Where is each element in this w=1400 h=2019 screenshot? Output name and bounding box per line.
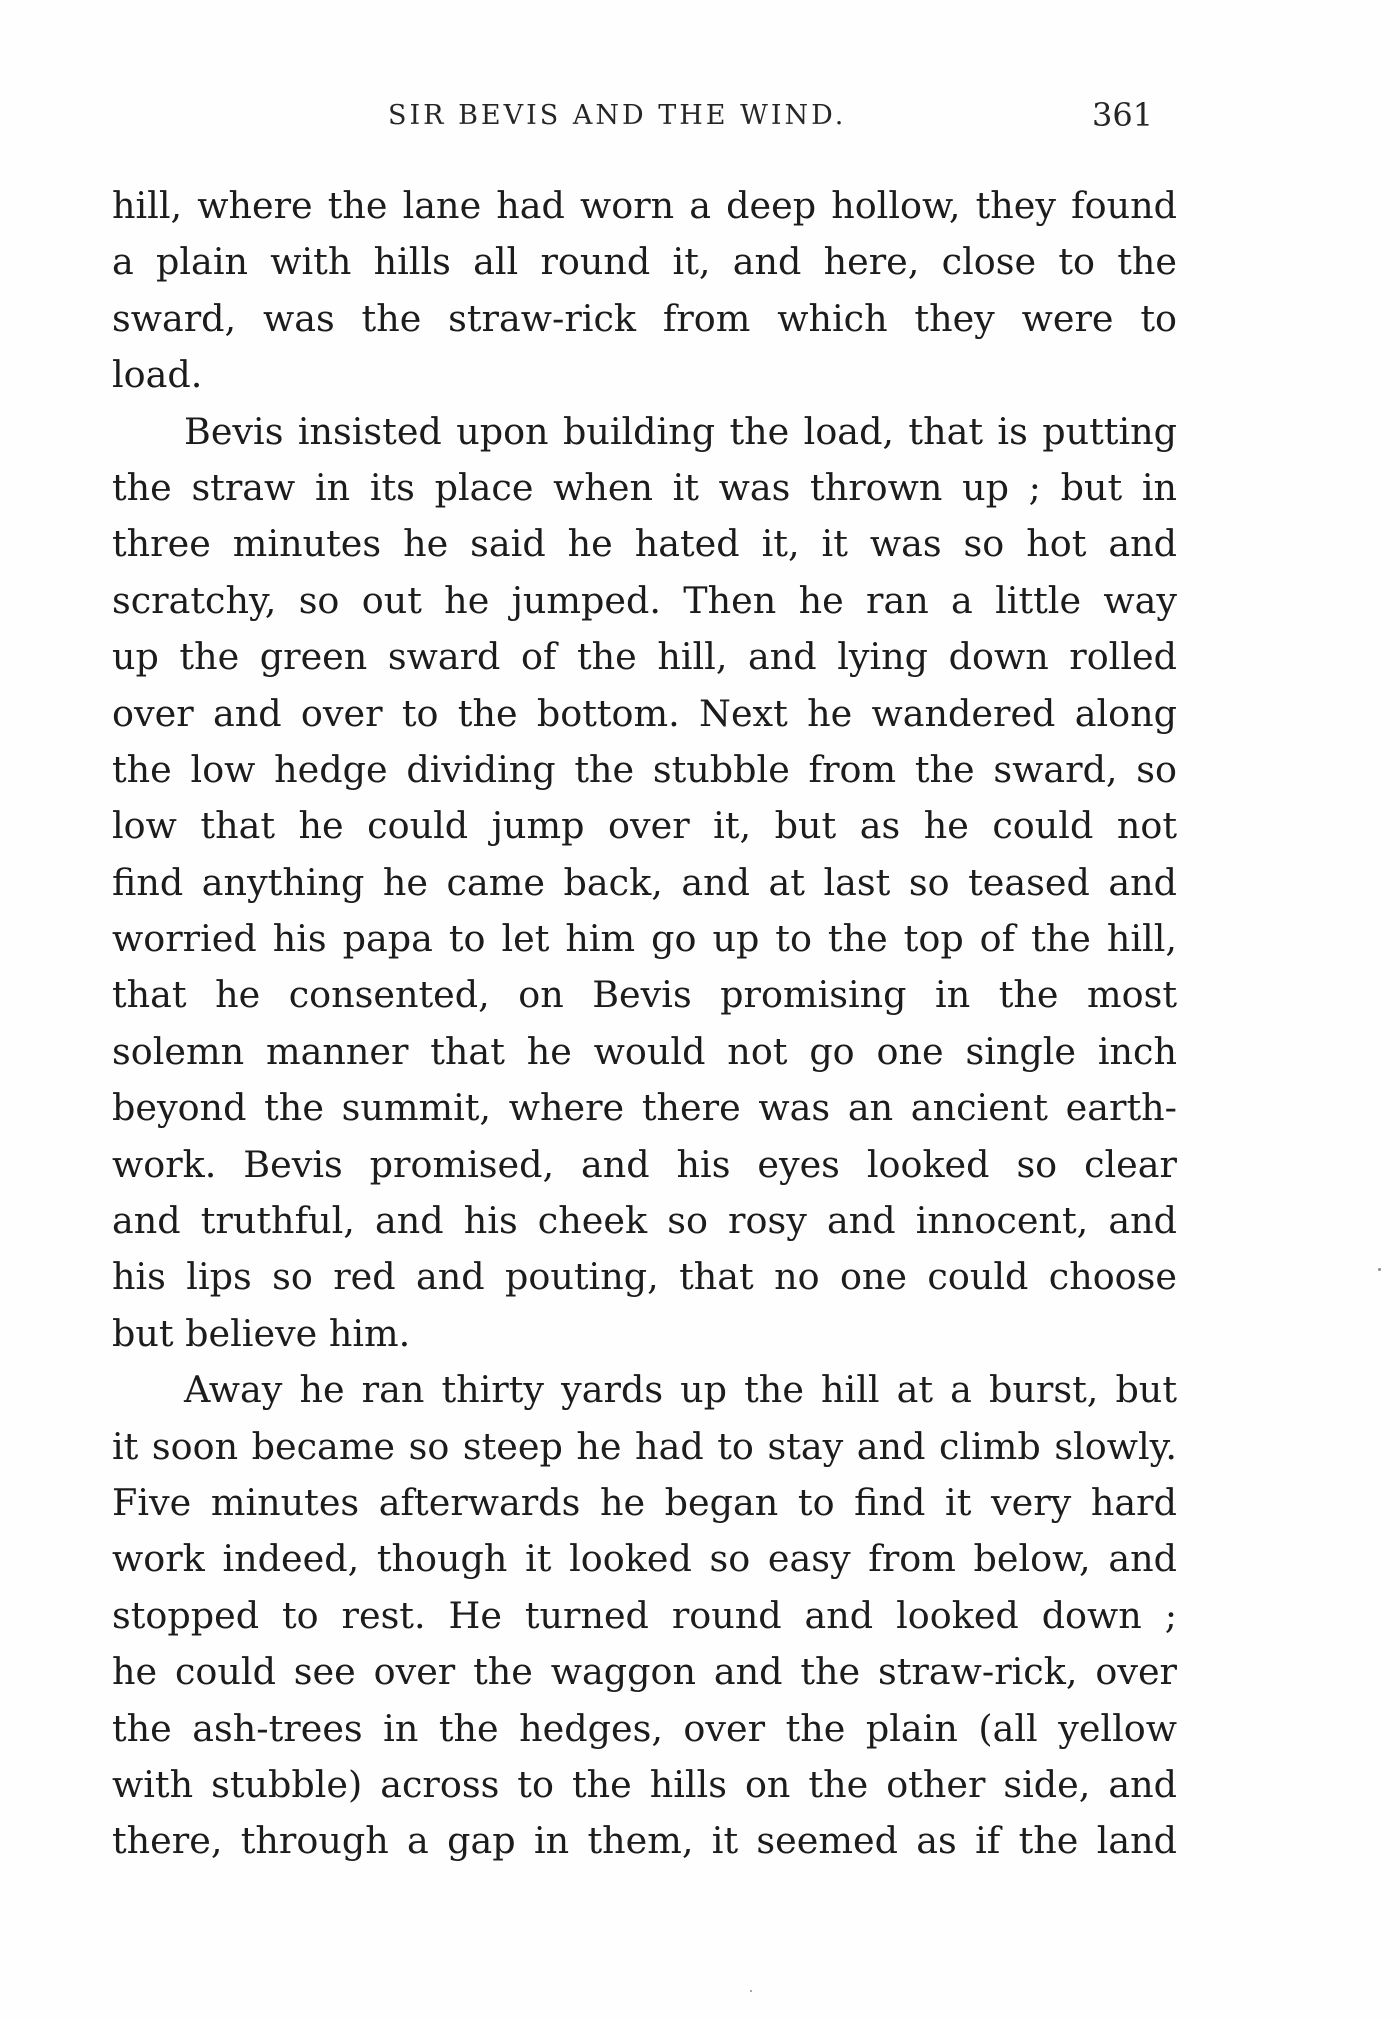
text-line: beyond the summit, where there was an ancient earth- [112,1086,1177,1130]
text-line: there, through a gap in them, it seemed as if the land [112,1819,1177,1863]
text-line: the straw in its place when it was thrown up ; but in [112,465,1177,509]
text-line: with stubble) across to the hills on the other side, and [112,1762,1177,1806]
text-line: stopped to rest. He turned round and looked down ; [112,1593,1177,1637]
text-line: solemn manner that he would not go one single inch [112,1029,1177,1073]
text-line: sward, was the straw-rick from which they were to [112,296,1177,340]
text-line: three minutes he said he hated it, it was so hot and [112,522,1177,566]
text-line: load. [112,353,203,397]
paper-speck [750,1990,752,1992]
text-line: that he consented, on Bevis promising in the most [112,973,1177,1017]
text-line: the low hedge dividing the stubble from the sward, so [112,747,1177,791]
text-line: work indeed, though it looked so easy from below, and [112,1537,1177,1581]
text-line: over and over to the bottom. Next he wandered along [112,691,1177,735]
text-line: find anything he came back, and at last so teased and [112,860,1177,904]
text-line: work. Bevis promised, and his eyes looked so clear [112,1142,1177,1186]
text-line: up the green sward of the hill, and lying down rolled [112,635,1177,679]
text-line: worried his papa to let him go up to the top of the hill, [112,917,1177,961]
text-line: but believe him. [112,1311,411,1355]
running-head-title: SIR BEVIS AND THE WIND. [388,100,847,131]
text-line: and truthful, and his cheek so rosy and innocent, and [112,1199,1177,1243]
page-number: 361 [1092,96,1154,134]
text-line: he could see over the waggon and the straw-rick, over [112,1650,1177,1694]
text-line: Bevis insisted upon building the load, that is putting [184,409,1177,453]
text-line: it soon became so steep he had to stay and climb slowly. [112,1424,1177,1468]
text-line: the ash-trees in the hedges, over the plain (all yellow [112,1706,1177,1750]
text-line: Five minutes afterwards he began to find it very hard [112,1480,1177,1524]
text-line: hill, where the lane had worn a deep hollow, they found [112,184,1177,227]
paper-speck [1378,1268,1381,1271]
text-line: scratchy, so out he jumped. Then he ran a little way [112,578,1177,622]
text-line: his lips so red and pouting, that no one could choose [112,1255,1177,1299]
text-line: low that he could jump over it, but as he could not [112,804,1177,848]
body-text [112,178,1177,1870]
text-line: a plain with hills all round it, and here, close to the [112,240,1177,284]
text-line: Away he ran thirty yards up the hill at a burst, but [184,1368,1177,1412]
